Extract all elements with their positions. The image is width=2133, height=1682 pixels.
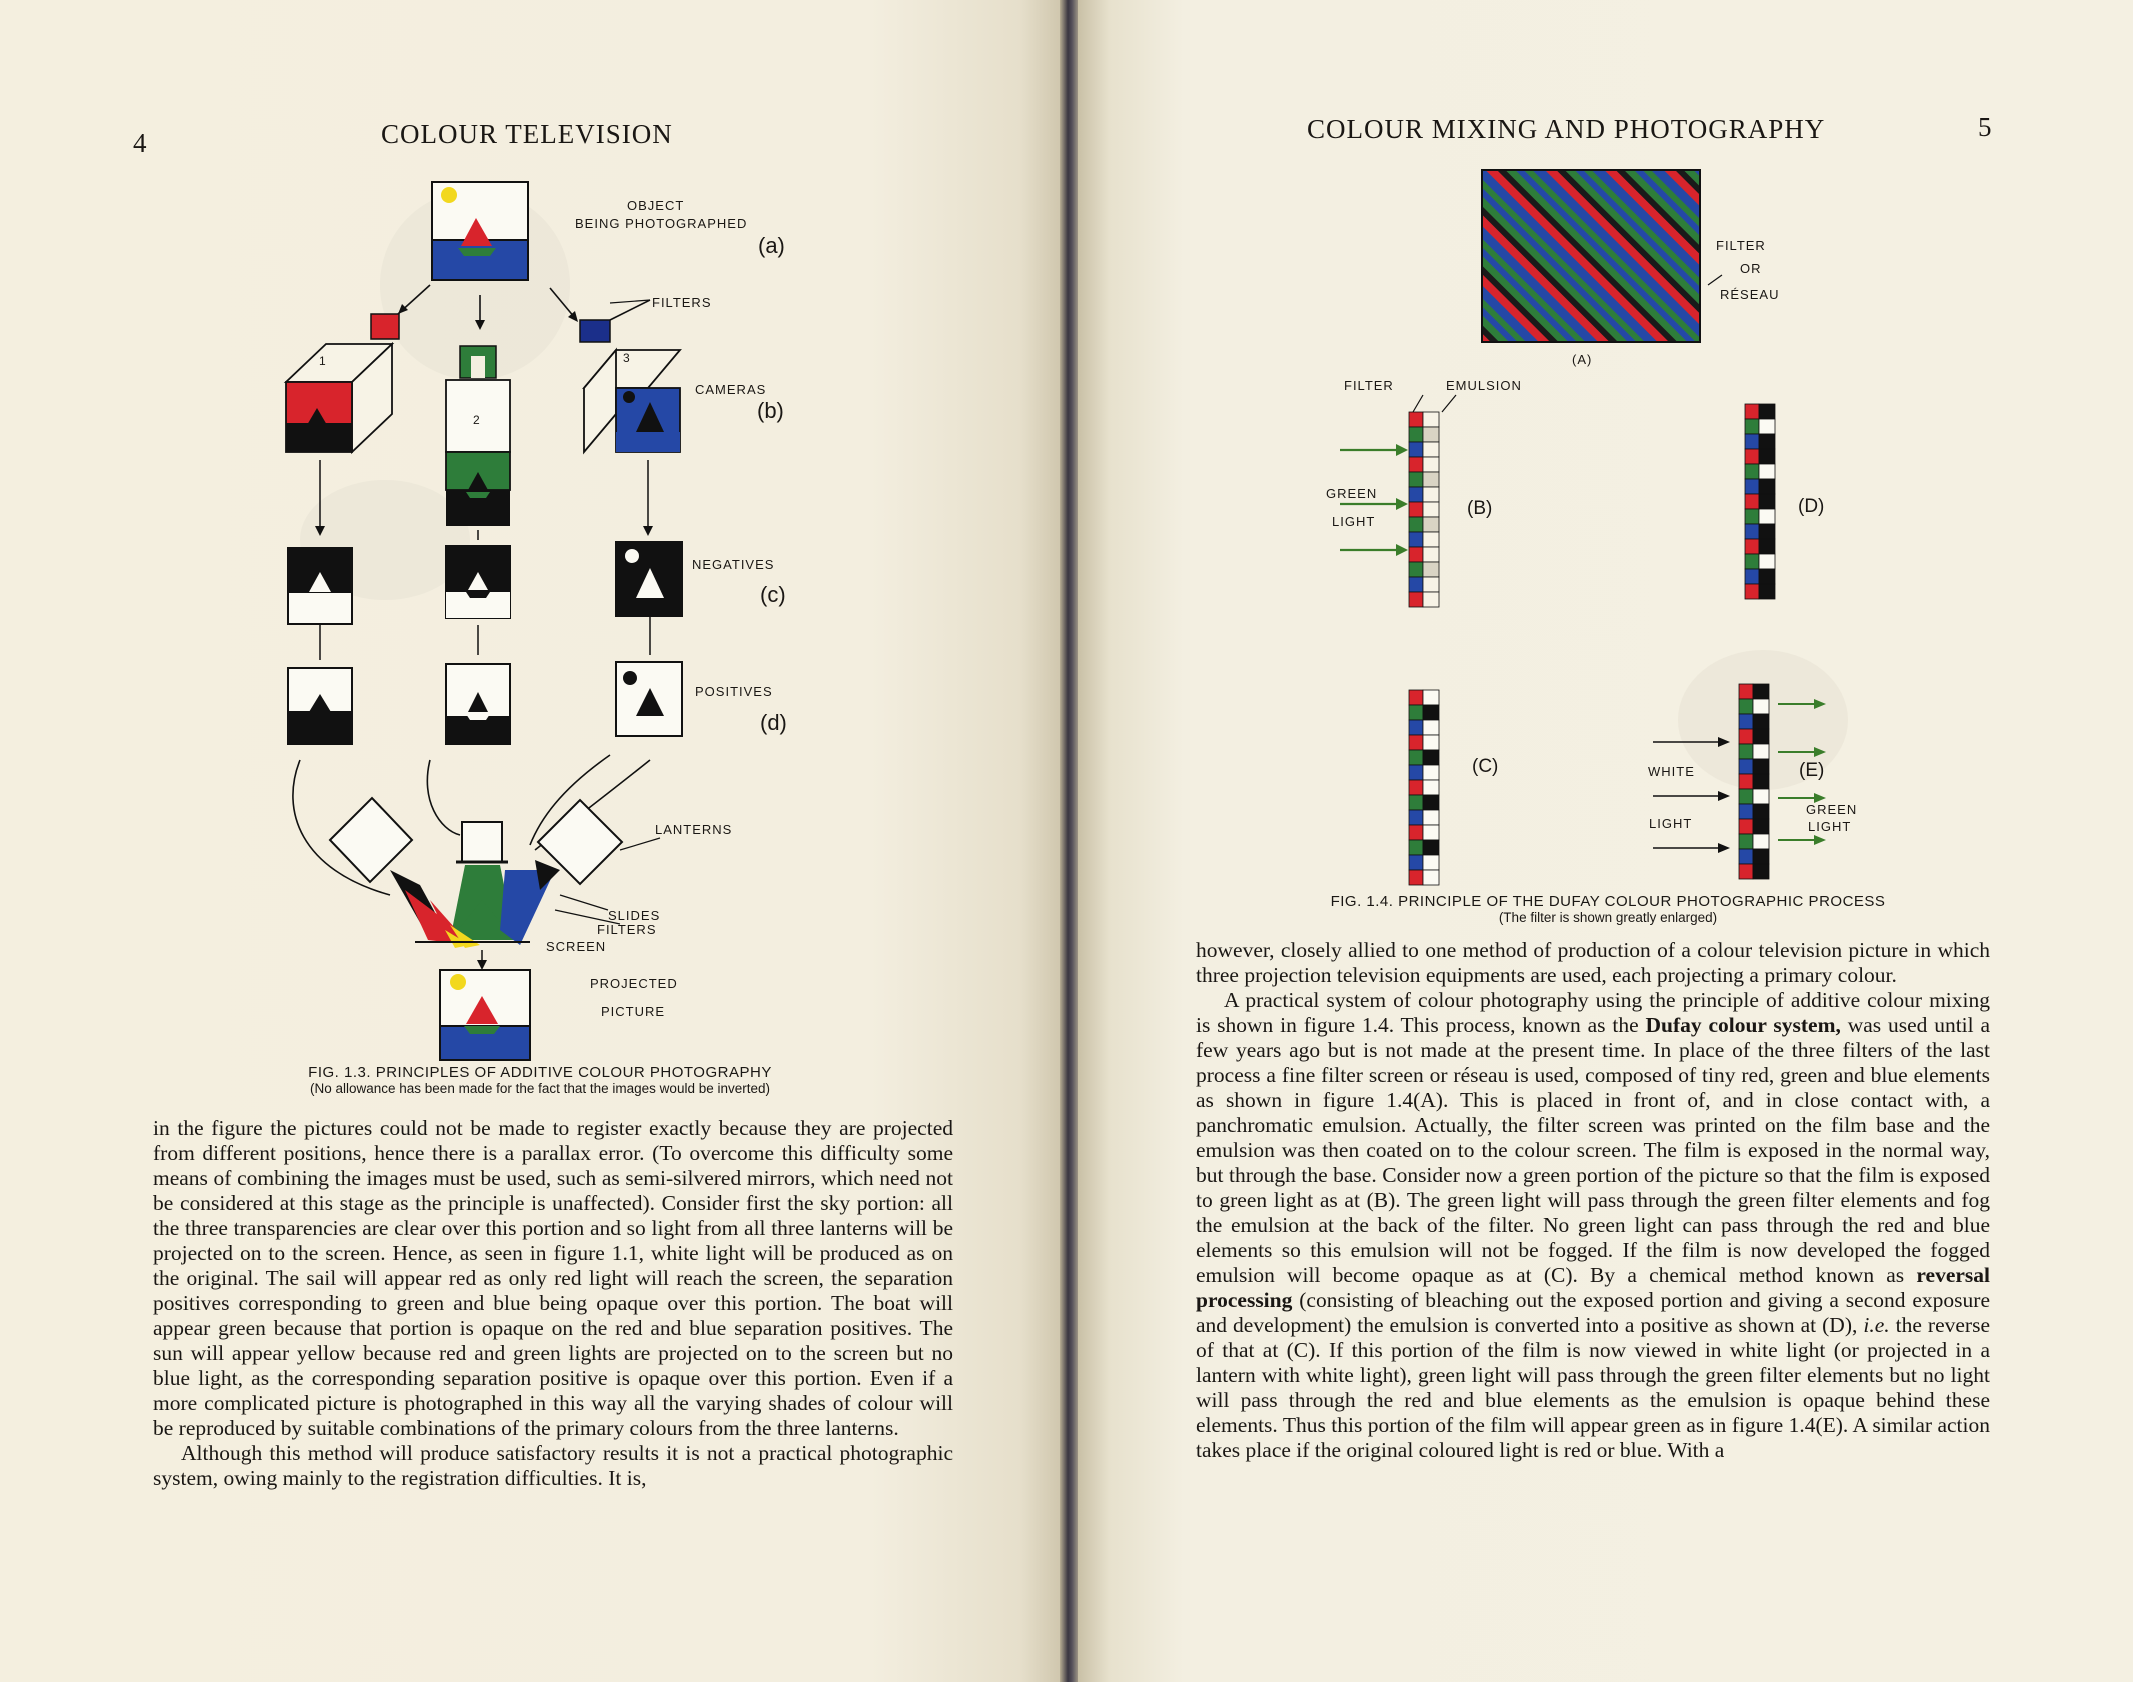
blue-filter <box>580 320 610 342</box>
filter-element <box>1739 744 1753 759</box>
emulsion-element <box>1753 849 1769 864</box>
filter-element <box>1745 404 1759 419</box>
strip-d <box>1745 404 1775 599</box>
left-body-text <box>153 1116 953 1491</box>
label-d: (d) <box>760 710 787 735</box>
filter-element <box>1745 554 1759 569</box>
filter-element <box>1409 720 1423 735</box>
positive-1 <box>288 668 352 744</box>
camera-1 <box>286 344 392 452</box>
filter-element <box>1745 509 1759 524</box>
emulsion-element <box>1753 774 1769 789</box>
emulsion-element <box>1753 804 1769 819</box>
text-run-italic: i.e. <box>1863 1313 1890 1337</box>
filter-element <box>1739 849 1753 864</box>
label-light-2: LIGHT <box>1649 816 1693 831</box>
emulsion-element <box>1423 840 1439 855</box>
caption-title: FIG. 1.3. PRINCIPLES OF ADDITIVE COLOUR PHOTOGRAPHY <box>308 1064 772 1081</box>
positive-3 <box>616 662 682 736</box>
camera-number-3: 3 <box>623 351 631 365</box>
emulsion-element <box>1753 684 1769 699</box>
strip-c <box>1409 690 1439 885</box>
filter-element <box>1409 705 1423 720</box>
label-negatives: NEGATIVES <box>692 557 775 572</box>
paragraph: however, closely allied to one method of production of a colour television picture in which three projection television equipments are used, each projecting a primary colour. <box>1196 938 1990 987</box>
camera-2 <box>446 380 510 526</box>
filter-element <box>1745 524 1759 539</box>
text-run: was used until a few years ago but is not made at the present time. In place of the three filters of the last process a fine filter screen or réseau is used, composed of tiny red, green and blue elements as shown in figure 1.4(A). This is placed in front of, and in close contact with, a panchromatic emulsion. Actually, the filter screen was printed on the film base and the emulsion was then coated on to the colour screen. The film is exposed in the normal way, but through the base. Consider now a green portion of the picture so that the film is exposed to green light as at (B). The green light will pass through the green filter elements and fog the emulsion at the back of the filter. No green light can pass through the red and blue elements so this emulsion will not be fogged. If the film is now developed the fogged emulsion will become opaque as at (C). By a chemical method known as <box>1196 1013 1990 1287</box>
label-B: (B) <box>1467 498 1493 519</box>
text-run: A practical system of colour photography using the principle of additive colour mixing is shown in figure 1.4. This process, known as the <box>1196 988 1990 1037</box>
emulsion-element <box>1753 864 1769 879</box>
filter-element <box>1409 532 1423 547</box>
filter-element <box>1409 750 1423 765</box>
lantern-left <box>330 798 412 882</box>
filter-element <box>1745 569 1759 584</box>
label-slides: SLIDES <box>608 908 661 923</box>
lantern-center <box>462 822 502 862</box>
right-body-text <box>1196 938 1990 1463</box>
emulsion-element <box>1423 442 1439 457</box>
label-white: WHITE <box>1648 764 1695 779</box>
filter-element <box>1745 479 1759 494</box>
page-number: 5 <box>1978 112 1992 142</box>
label-object: OBJECT <box>627 198 685 213</box>
filter-element <box>1745 464 1759 479</box>
emulsion-element <box>1759 404 1775 419</box>
filter-element <box>1409 472 1423 487</box>
emulsion-element <box>1423 427 1439 442</box>
filter-element <box>1409 487 1423 502</box>
label-light-3: LIGHT <box>1808 819 1852 834</box>
filter-element <box>1739 864 1753 879</box>
filter-element <box>1409 592 1423 607</box>
reseau-filter <box>1482 170 1700 342</box>
label-reseau: RÉSEAU <box>1720 287 1780 302</box>
filter-element <box>1409 690 1423 705</box>
emulsion-element <box>1759 419 1775 434</box>
emulsion-element <box>1759 509 1775 524</box>
filter-element <box>1739 774 1753 789</box>
camera-number-1: 1 <box>319 354 327 368</box>
label-A: (A) <box>1572 352 1593 367</box>
emulsion-element <box>1753 834 1769 849</box>
emulsion-element <box>1423 412 1439 427</box>
emulsion-element <box>1759 449 1775 464</box>
filter-element <box>1409 870 1423 885</box>
page-number: 4 <box>133 128 147 158</box>
emulsion-element <box>1423 735 1439 750</box>
filter-element <box>1745 434 1759 449</box>
label-b: (b) <box>757 398 784 423</box>
filter-element <box>1739 729 1753 744</box>
label-projected: PROJECTED <box>590 976 678 991</box>
label-D: (D) <box>1798 496 1825 517</box>
filter-element <box>1745 494 1759 509</box>
caption-subtitle: (No allowance has been made for the fact that the images would be inverted) <box>309 1081 770 1096</box>
filter-element <box>1409 795 1423 810</box>
emulsion-element <box>1423 472 1439 487</box>
filter-element <box>1745 419 1759 434</box>
emulsion-element <box>1753 744 1769 759</box>
label-emulsion: EMULSION <box>1446 378 1522 393</box>
label-c: (c) <box>760 582 786 607</box>
caption-subtitle: (The filter is shown greatly enlarged) <box>1498 910 1718 925</box>
red-filter <box>371 314 399 339</box>
filter-element <box>1409 825 1423 840</box>
emulsion-element <box>1423 690 1439 705</box>
emulsion-element <box>1753 819 1769 834</box>
right-page <box>1078 0 2133 1682</box>
caption-title: FIG. 1.4. PRINCIPLE OF THE DUFAY COLOUR PHOTOGRAPHIC PROCESS <box>1330 893 1886 910</box>
filter-element <box>1409 547 1423 562</box>
label-screen: SCREEN <box>546 939 607 954</box>
figure-1-4-caption <box>1258 893 1958 925</box>
filter-element <box>1409 810 1423 825</box>
camera-3 <box>584 350 680 452</box>
emulsion-element <box>1423 795 1439 810</box>
filter-element <box>1409 765 1423 780</box>
emulsion-element <box>1759 569 1775 584</box>
emulsion-element <box>1423 870 1439 885</box>
emulsion-element <box>1423 592 1439 607</box>
object-picture <box>432 182 528 280</box>
figure-1-3-caption <box>230 1064 850 1096</box>
label-lanterns: LANTERNS <box>655 822 733 837</box>
emulsion-element <box>1423 517 1439 532</box>
strip-b <box>1409 395 1456 607</box>
camera-number-2: 2 <box>473 413 481 427</box>
positive-2 <box>446 664 510 744</box>
running-head: COLOUR MIXING AND PHOTOGRAPHY <box>1307 114 1826 144</box>
emulsion-element <box>1753 714 1769 729</box>
projected-picture <box>440 970 530 1060</box>
filter-element <box>1739 759 1753 774</box>
emulsion-element <box>1753 759 1769 774</box>
emulsion-element <box>1759 524 1775 539</box>
running-head: COLOUR TELEVISION <box>381 119 673 149</box>
emulsion-element <box>1759 479 1775 494</box>
emulsion-element <box>1423 532 1439 547</box>
filter-element <box>1409 780 1423 795</box>
negative-3 <box>616 542 682 616</box>
filter-element <box>1409 577 1423 592</box>
emulsion-element <box>1759 539 1775 554</box>
emulsion-element <box>1423 577 1439 592</box>
label-E: (E) <box>1799 760 1825 781</box>
book-gutter <box>1060 0 1080 1682</box>
left-page <box>0 0 1062 1682</box>
filter-element <box>1745 539 1759 554</box>
paragraph: in the figure the pictures could not be made to register exactly because they are projected from different positions, hence there is a parallax error. (To overcome this difficulty some means of combining the images must be used, such as semi-silvered mirrors, which need not be considered at this stage as the principle is unaffected). Consider first the sky portion: all the three transparencies are clear over this portion and so light from all three lanterns will be projected on to the screen. Hence, as seen in figure 1.1, white light will be produced as on the original. The sail will appear red as only red light will reach the screen, the separation positives corresponding to green and blue being opaque over this portion. The boat will appear green because that portion is opaque on the red and blue separation positives. The sun will appear yellow because red and green lights are projected on to the screen but no blue light, as the corresponding separation positive is opaque over this portion. Even if a more complicated picture is photographed in this way all the varying shades of colour will be reproduced by suitable combinations of the primary colours from the three lanterns. <box>153 1116 953 1440</box>
emulsion-element <box>1423 750 1439 765</box>
strip-e <box>1739 684 1769 879</box>
label-a: (a) <box>758 233 785 258</box>
emulsion-element <box>1759 494 1775 509</box>
emulsion-element <box>1423 705 1439 720</box>
negative-2 <box>446 546 510 618</box>
filter-element <box>1409 735 1423 750</box>
label-C: (C) <box>1472 756 1499 777</box>
filter-element <box>1409 855 1423 870</box>
label-filter-2: FILTER <box>1344 378 1394 393</box>
filter-element <box>1409 442 1423 457</box>
emulsion-element <box>1759 584 1775 599</box>
filter-element <box>1739 804 1753 819</box>
filter-element <box>1739 834 1753 849</box>
emulsion-element <box>1759 464 1775 479</box>
paragraph <box>1196 988 1990 1463</box>
emulsion-element <box>1423 547 1439 562</box>
filter-element <box>1739 714 1753 729</box>
emulsion-element <box>1423 562 1439 577</box>
emulsion-element <box>1759 554 1775 569</box>
label-or: OR <box>1740 261 1762 276</box>
label-positives: POSITIVES <box>695 684 773 699</box>
label-picture: PICTURE <box>601 1004 666 1019</box>
emulsion-element <box>1753 789 1769 804</box>
label-cameras: CAMERAS <box>695 382 767 397</box>
filter-element <box>1409 840 1423 855</box>
filter-element <box>1745 449 1759 464</box>
emulsion-element <box>1753 729 1769 744</box>
label-green: GREEN <box>1326 486 1378 501</box>
paragraph: Although this method will produce satisfactory results it is not a practical photographic system, owing mainly to the registration difficulties. It is, <box>153 1441 953 1490</box>
label-filter: FILTER <box>1716 238 1766 253</box>
filter-element <box>1409 457 1423 472</box>
label-filters-2: FILTERS <box>597 922 657 937</box>
emulsion-element <box>1759 434 1775 449</box>
filter-element <box>1739 789 1753 804</box>
text-run: the reverse of that at (C). If this portion of the film is now viewed in white light (or projected in a lantern with white light), green light will pass through the green filter elements but no light will pass through the red and blue elements as the emulsion is opaque behind these elements. Thus this portion of the film will appear green as in figure 1.4(E). A similar action takes place if the original coloured light is red or blue. With a <box>1196 1313 1990 1462</box>
term-reversal-processing: reversal processing <box>1196 1263 1990 1312</box>
term-dufay-colour-system: Dufay colour system, <box>1645 1013 1841 1037</box>
emulsion-element <box>1423 502 1439 517</box>
emulsion-element <box>1423 765 1439 780</box>
emulsion-element <box>1423 780 1439 795</box>
emulsion-element <box>1423 720 1439 735</box>
text-run: (consisting of bleaching out the exposed portion and giving a second exposure and development) the emulsion is converted into a positive as shown at (D), <box>1196 1288 1990 1337</box>
emulsion-element <box>1423 825 1439 840</box>
filter-element <box>1739 684 1753 699</box>
negative-1 <box>288 548 352 624</box>
emulsion-element <box>1423 487 1439 502</box>
label-filters: FILTERS <box>652 295 712 310</box>
emulsion-element <box>1753 699 1769 714</box>
label-green-2: GREEN <box>1806 802 1858 817</box>
label-light: LIGHT <box>1332 514 1376 529</box>
filter-element <box>1409 562 1423 577</box>
filter-element <box>1409 517 1423 532</box>
filter-element <box>1745 584 1759 599</box>
filter-element <box>1409 412 1423 427</box>
emulsion-element <box>1423 855 1439 870</box>
filter-element <box>1409 427 1423 442</box>
filter-element <box>1739 699 1753 714</box>
filter-element <box>1739 819 1753 834</box>
emulsion-element <box>1423 457 1439 472</box>
filter-element <box>1409 502 1423 517</box>
label-being-photographed: BEING PHOTOGRAPHED <box>575 216 748 231</box>
emulsion-element <box>1423 810 1439 825</box>
